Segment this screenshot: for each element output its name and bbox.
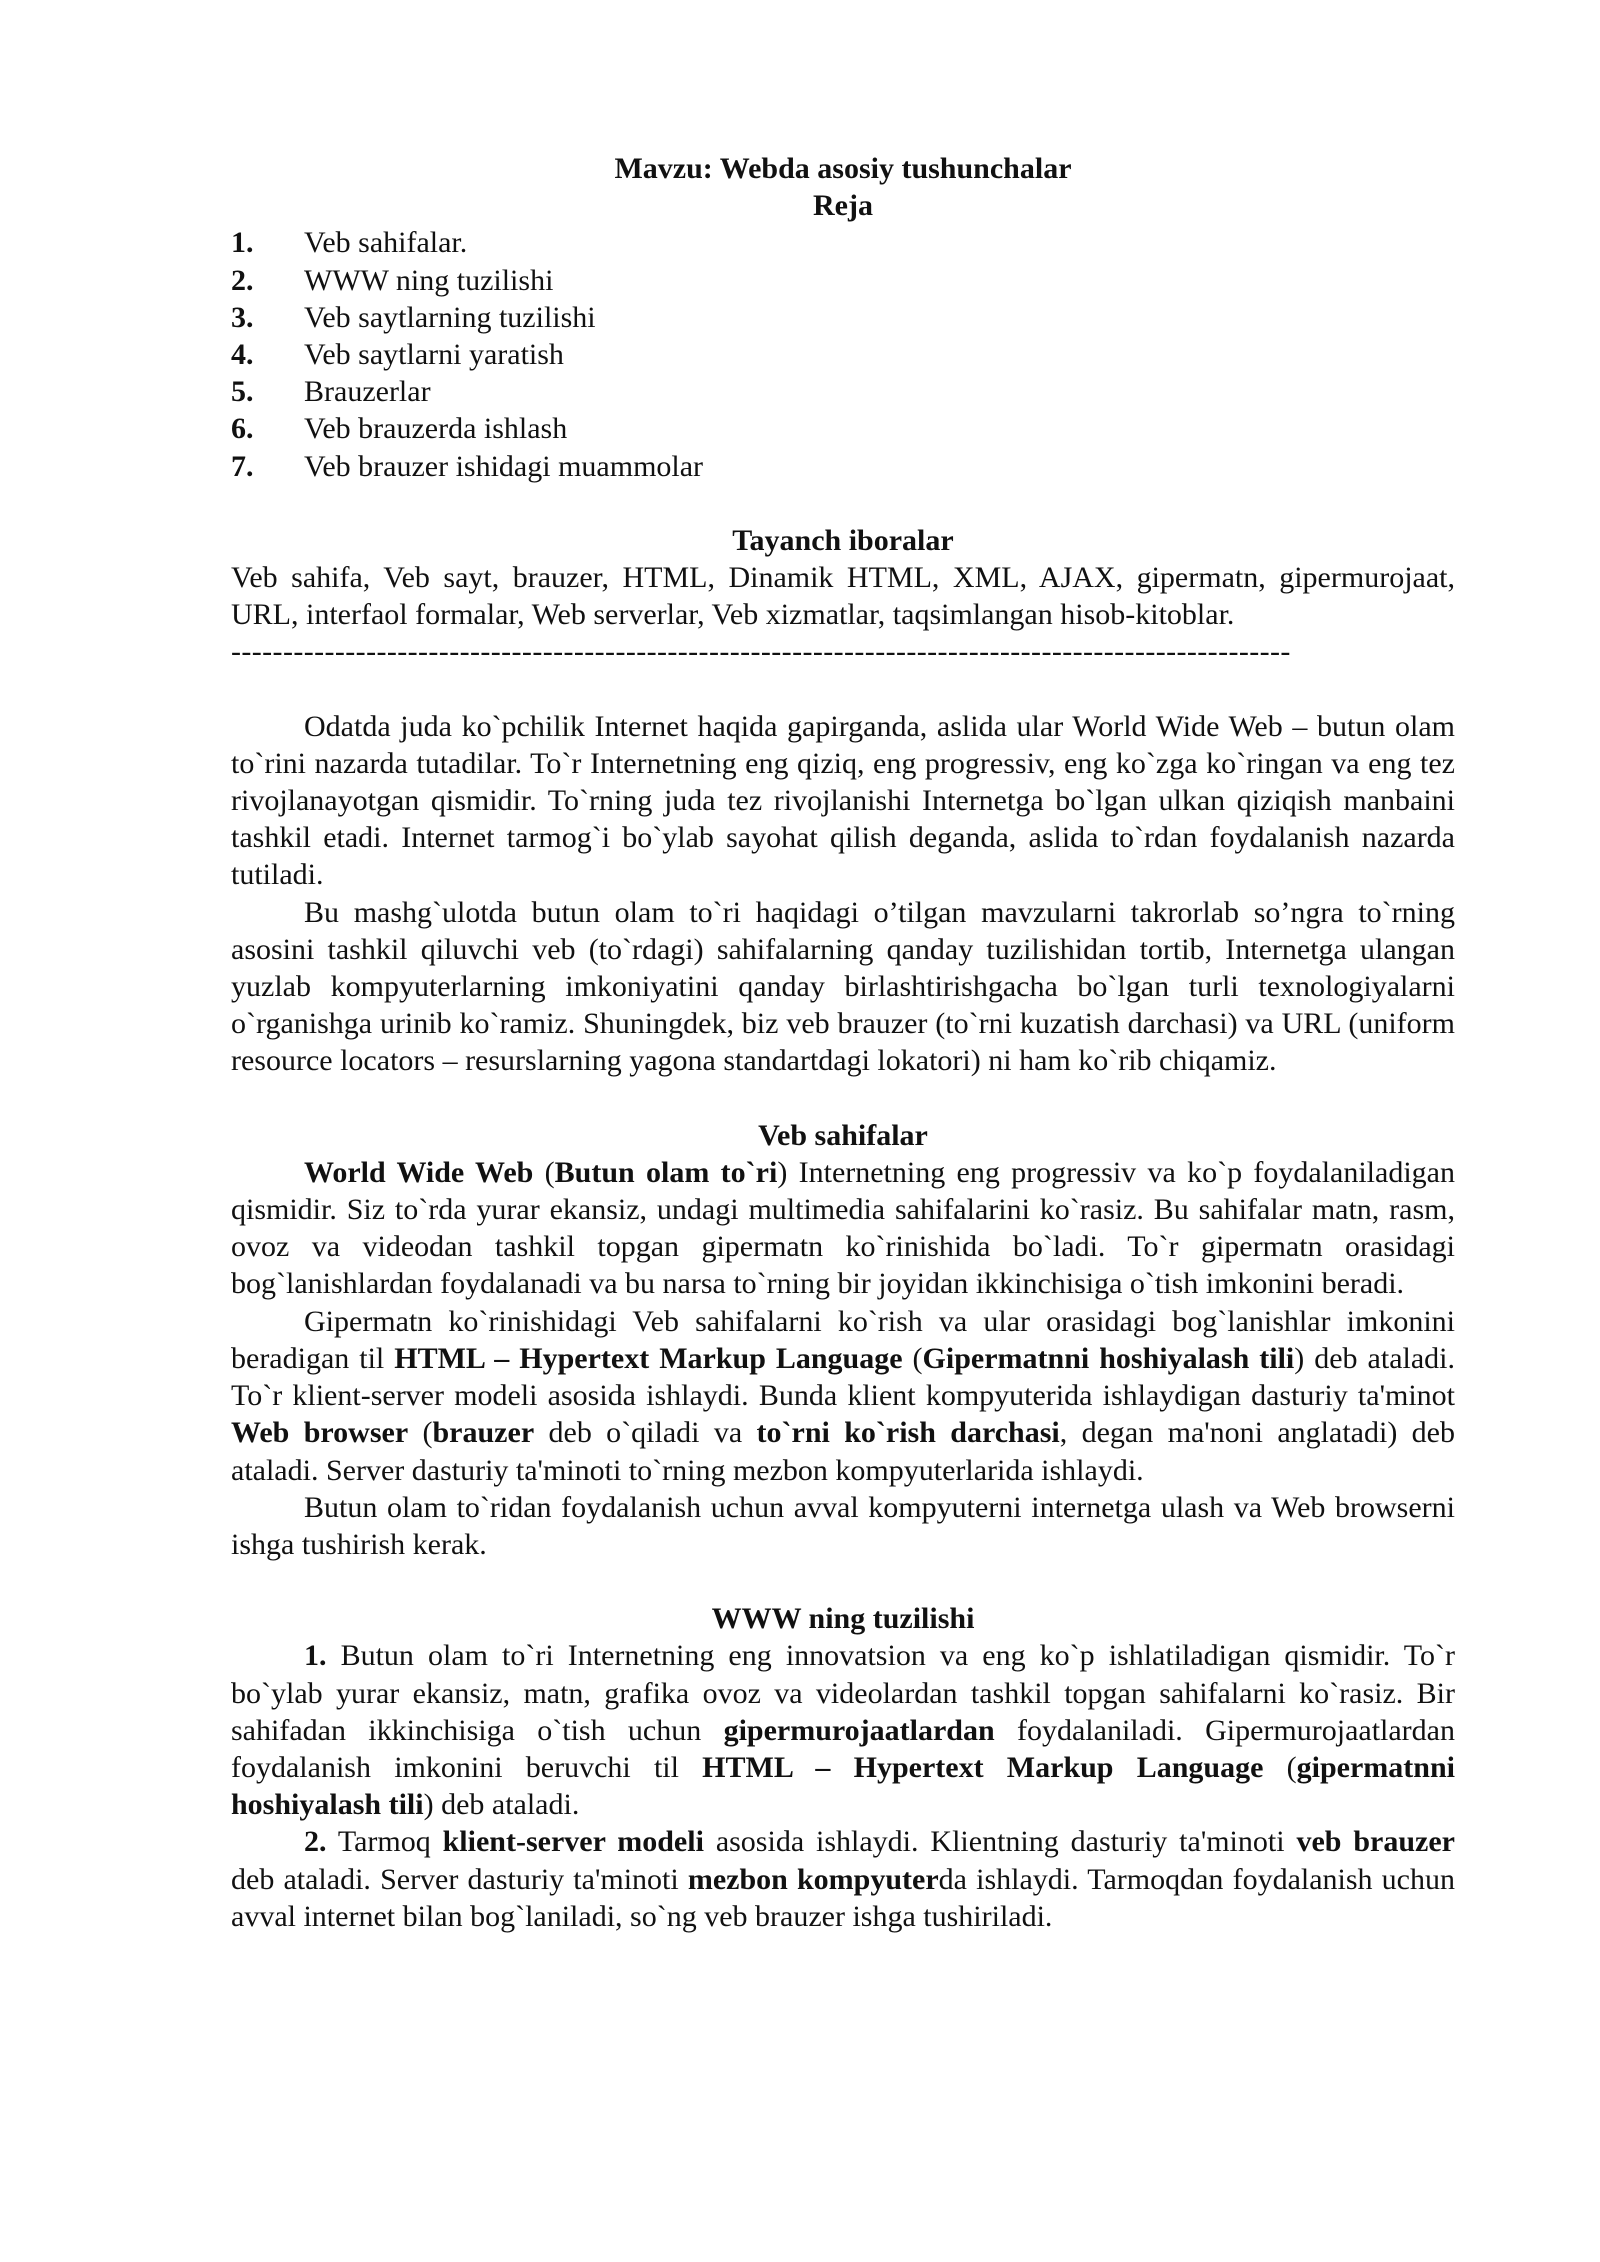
text-run: asosida ishlaydi. Klientning dasturiy ta'minoti [703,1825,1297,1859]
text-run: Butun olam to`ridan foydalanish uchun avval kompyuterni internetga ulash va Web browserni ishga tushirish kerak. [231,1490,1455,1561]
bold-term: klient-server modeli [442,1825,704,1859]
text-run: ( [533,1155,555,1189]
text-run: deb o`qiladi va [534,1416,757,1450]
plan-text: Veb saytlarning tuzilishi [304,300,596,334]
plan-item-6 [231,410,1455,447]
spacer [231,1080,1455,1117]
bold-term: gipermurojaatlardan [723,1713,995,1747]
text-run: Bu mashg`ulotda butun olam to`ri haqidagi o’tilgan mavzularni takrorlab so’ngra to`rning asosini tashkil qiluvchi veb (to`rdagi) sahifalarning qanday tuzilishidan tortib, Internetga ulangan yuzlab kompyuterlarning imkoniyatini qanday birlashtirishgacha bo`lgan turli texnologiyalarni o`rganishga urinib ko`ramiz. Shuningdek, biz veb brauzer (to`rni kuzatish darchasi) va URL (uniform resource locators – resurslarning yagona standartdagi lokatori) ni ham ko`rib chiqamiz. [231,895,1455,1078]
plan-item-5 [231,373,1455,410]
section-heading-veb-sahifalar: Veb sahifalar [758,1118,928,1152]
text-run: foydalaniladi. Gipermurojaatlardan foydalanish imkonini beruvchi til [231,1713,1455,1784]
plan-number: 5. [231,375,254,409]
plan-item-2 [231,262,1455,299]
section2-paragraph-2 [231,1823,1455,1935]
bold-term: Web browser [231,1416,409,1450]
section2-paragraph-1 [231,1637,1455,1823]
keywords-heading: Tayanch iboralar [732,523,954,557]
text-run: Butun olam to`ri Internetning eng innovatsion va eng ko`p ishlatiladigan qismidir. To`r bo`ylab yurar ekansiz, matn, grafika ovoz va videolardan tashkil topgan sahifalarni ko`rasiz. Bir sahifadan ikkinchisiga o`tish uchun [231,1639,1455,1747]
text-run: ) Internetning eng progressiv va ko`p foydalaniladigan qismidir. Siz to`rda yurar ekansiz, undagi multimedia sahifalarini ko`rasiz. Bu sahifalar matn, rasm, ovoz va videodan tashkil topgan gipermatn ko`rinishida bo`ladi. To`r gipermatn orasidagi bog`lanishlardan foydalanadi va bu narsa to`rning bir joyidan ikkinchisiga o`tish imkonini beradi. [231,1155,1455,1301]
spacer [231,1563,1455,1600]
bold-term: HTML – Hypertext Markup Language [394,1341,903,1375]
text-run: ( [408,1416,433,1450]
bold-term: World Wide Web [304,1155,534,1189]
spacer [231,671,1455,708]
document-page [231,150,1455,1935]
intro-paragraph-2 [231,894,1455,1080]
text-run: Gipermatn ko`rinishidagi Veb sahifalarni ko`rish va ular orasidagi bog`lanishlar imkonini beradigan til [231,1304,1455,1375]
plan-text: Veb brauzer ishidagi muammolar [304,449,704,483]
bold-term: mezbon kompyuter [687,1862,939,1896]
plan-item-1 [231,224,1455,261]
bold-term: HTML – Hypertext Markup Language [702,1750,1264,1784]
section1-paragraph-3 [231,1489,1455,1563]
bold-term: 2. [304,1825,327,1859]
text-run: ( [1263,1750,1297,1784]
section1-paragraph-2 [231,1303,1455,1489]
plan-item-7 [231,448,1455,485]
plan-number: 3. [231,300,254,334]
text-run: ) deb ataladi. [423,1788,580,1822]
text-run: ( [902,1341,923,1375]
document-title: Mavzu: Webda asosiy tushunchalar [614,152,1072,185]
bold-term: veb brauzer [1296,1825,1455,1859]
bold-term: to`rni ko`rish darchasi [756,1416,1060,1450]
plan-number: 4. [231,338,254,372]
bold-term: 1. [304,1639,327,1673]
plan-number: 1. [231,226,254,260]
plan-item-4 [231,336,1455,373]
plan-number: 6. [231,412,254,446]
text-run: , degan ma'noni anglatadi) deb ataladi. Server dasturiy ta'minoti to`rning mezbon kompyuterlarida ishlaydi. [231,1416,1455,1487]
bold-term: Butun olam to`ri [554,1155,778,1189]
plan-list [231,224,1455,484]
section-heading-www-tuzilishi: WWW ning tuzilishi [711,1602,975,1636]
bold-term: gipermatnni hoshiyalash tili [231,1750,1455,1822]
plan-number: 7. [231,449,254,483]
plan-text: Veb brauzerda ishlash [304,412,568,446]
bold-term: Gipermatnni hoshiyalash tili [922,1341,1295,1375]
plan-text: Veb saytlarni yaratish [304,338,564,372]
text-run: Tarmoq [326,1825,443,1859]
spacer [231,485,1455,522]
bold-term: brauzer [432,1416,535,1450]
plan-text: Brauzerlar [304,375,431,409]
plan-text: WWW ning tuzilishi [304,263,554,297]
plan-item-3 [231,299,1455,336]
plan-number: 2. [231,263,254,297]
keywords-text: Veb sahifa, Veb sayt, brauzer, HTML, Dinamik HTML, XML, AJAX, gipermatn, gipermurojaat, URL, interfaol formalar, Web serverlar, Veb xizmatlar, taqsimlangan hisob-kitoblar. [231,561,1455,632]
divider-line: ------------------------------------------------------------------------------------------------------ [231,635,1291,669]
plan-text: Veb sahifalar. [304,226,468,260]
section1-paragraph-1 [231,1154,1455,1303]
text-run: Odatda juda ko`pchilik Internet haqida gapirganda, aslida ular World Wide Web – butun olam to`rini nazarda tutadilar. To`r Internetning eng qiziq, eng progressiv, eng ko`zga ko`ringan va eng tez rivojlanayotgan qismidir. To`rning juda tez rivojlanishi Internetga bo`lgan ulkan qiziqish manbaini tashkil etadi. Internet tarmog`i bo`ylab sayohat qilish deganda, aslida to`rdan foydalanish nazarda tutiladi. [231,709,1455,892]
intro-paragraph-1 [231,708,1455,894]
text-run: deb ataladi. Server dasturiy ta'minoti [231,1862,688,1896]
plan-heading: Reja [813,189,873,223]
text-run: ) deb ataladi. To`r klient-server modeli asosida ishlaydi. Bunda klient kompyuterida ishlaydigan dasturiy ta'minot [231,1341,1455,1413]
text-run: da ishlaydi. Tarmoqdan foydalanish uchun avval internet bilan bog`laniladi, so`ng veb brauzer ishga tushiriladi. [231,1862,1456,1933]
